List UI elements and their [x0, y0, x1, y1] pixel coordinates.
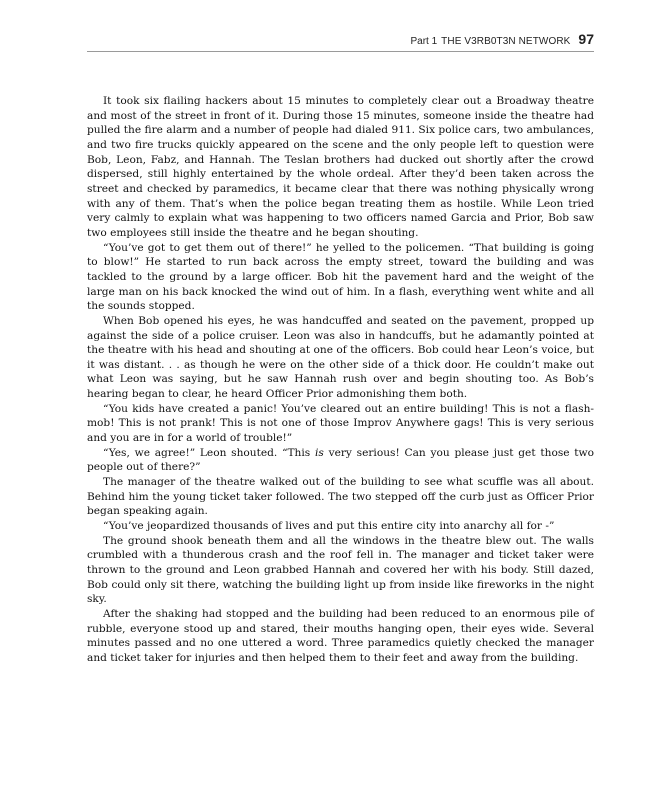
paragraph: When Bob opened his eyes, he was handcuffed and seated on the pavement, propped up against the side of a police cruiser. Leon was also in handcuffs, but he adamantly pointed at the theatre with his head and shouting at one of the officers. Bob could hear Leon’s voice, but it was distant. . . as though he were on the other side of a thick door. He couldn’t make out what Leon was saying, but he saw Hannah rush over and begin shouting too. As Bob’s hearing began to clear, he heard Officer Prior admonishing them both. [87, 314, 594, 401]
paragraph-with-emphasis [87, 446, 594, 475]
paragraph: “You’ve got to get them out of there!” he yelled to the policemen. “That building is going to blow!” He started to run back across the empty street, toward the building and was tackled to the ground by a large officer. Bob hit the pavement hard and the weight of the large man on his back knocked the wind out of him. In a flash, everything went white and all the sounds stopped. [87, 241, 594, 313]
paragraph: The manager of the theatre walked out of the building to see what scuffle was all about. Behind him the young ticket taker followed. The two stepped off the curb just as Officer Prior began speaking again. [87, 476, 594, 518]
header-rule [87, 51, 594, 52]
running-head [410, 31, 594, 47]
page-number: 97 [578, 31, 594, 47]
text-run: “Yes, we agree!” Leon shouted. “This [103, 446, 315, 459]
part-label: Part 1 [410, 36, 438, 47]
text-run: very serious! Can you please just get those two people out of there?” [87, 446, 594, 474]
paragraph: The ground shook beneath them and all the windows in the theatre blew out. The walls crumbled with a thunderous crash and the roof fell in. The manager and ticket taker were thrown to the ground and Leon grabbed Hannah and covered her with his body. Still dazed, Bob could only sit there, watching the building light up from inside like fireworks in the night sky. [87, 534, 594, 606]
book-title: THE V3RB0T3N NETWORK [441, 36, 571, 47]
paragraph: After the shaking had stopped and the building had been reduced to an enormous pile of rubble, everyone stood up and stared, their mouths hanging open, their eyes wide. Several minutes passed and no one uttered a word. Three paramedics quietly checked the manager and ticket taker for injuries and then helped them to their feet and away from the building. [87, 607, 594, 664]
body-text [87, 94, 594, 666]
paragraph: “You’ve jeopardized thousands of lives and put this entire city into anarchy all for -” [103, 520, 555, 533]
paragraph: “You kids have created a panic! You’ve cleared out an entire building! This is not a flash-mob! This is not prank! This is not one of those Improv Anywhere gags! This is very serious and you are in for a world of trouble!” [87, 402, 594, 445]
paragraph: It took six flailing hackers about 15 minutes to completely clear out a Broadway theatre and most of the street in front of it. During those 15 minutes, someone inside the theatre had pulled the fire alarm and a number of people had dialed 911. Six police cars, two ambulances, and two fire trucks quickly appeared on the scene and the only people left to question were Bob, Leon, Fabz, and Hannah. The Teslan brothers had ducked out shortly after the crowd dispersed, still highly entertained by the whole ordeal. After they’d been taken across the street and checked by paramedics, it became clear that there was nothing physically wrong with any of them. That’s when the police began treating them as hostile. While Leon tried very calmly to explain what was happening to two officers named Garcia and Prior, Bob saw two employees still inside the theatre and he began shouting. [87, 95, 594, 239]
emphasized-word: is [314, 446, 324, 459]
